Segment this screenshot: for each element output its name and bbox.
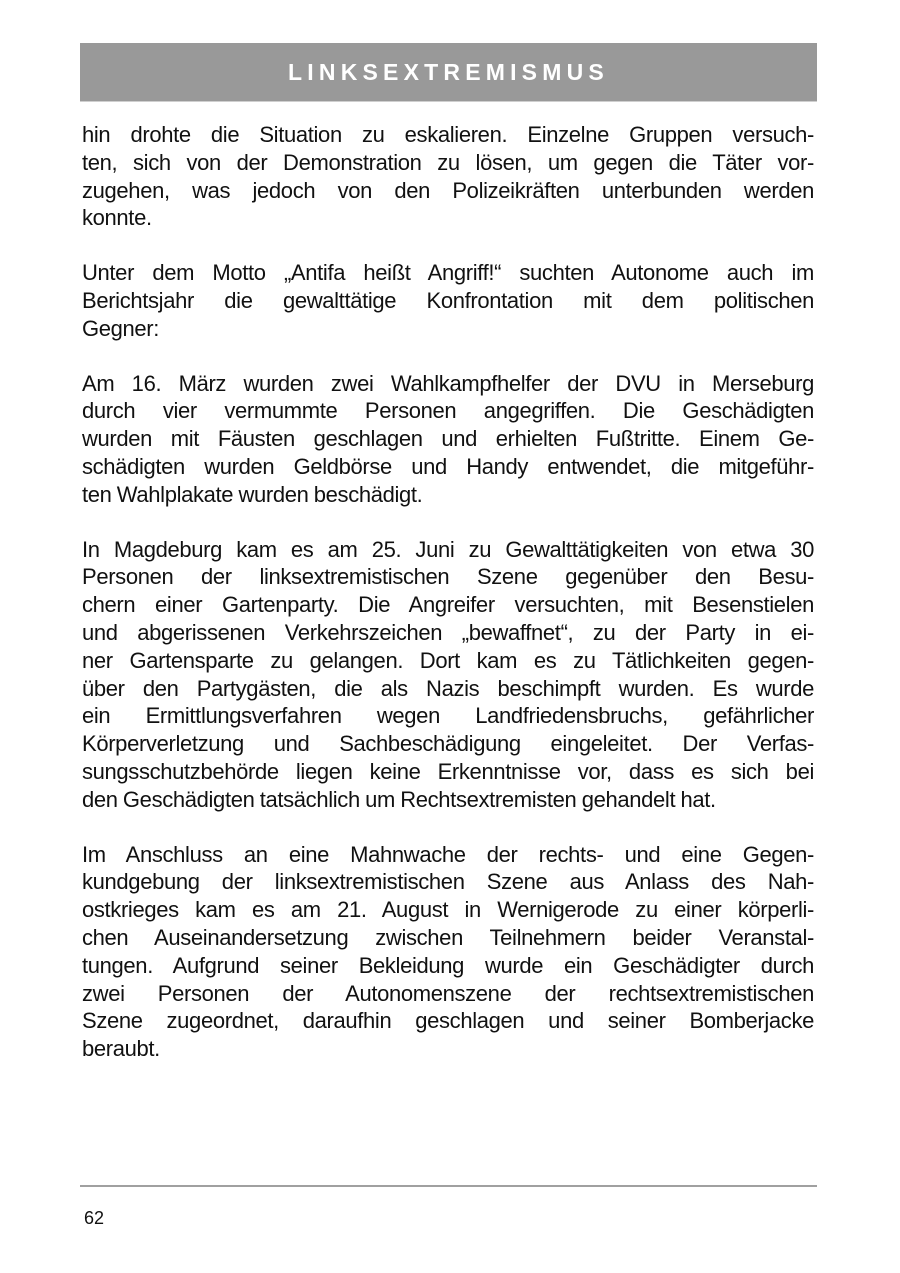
text-line: Am 16. März wurden zwei Wahlkampfhelfer der DVU in Merseburg (82, 370, 814, 396)
text-line: zugehen, was jedoch von den Polizeikräften unterbunden werden (82, 177, 814, 203)
text-line: und abgerissenen Verkehrszeichen „bewaffnet“, zu der Party in ei- (82, 619, 814, 645)
text-line: zwei Personen der Autonomenszene der rechtsextremistischen (82, 980, 814, 1006)
text-line: kundgebung der linksextremistischen Szene aus Anlass des Nah- (82, 869, 814, 895)
section-header-bar (80, 43, 817, 102)
text-line: tungen. Aufgrund seiner Bekleidung wurde ein Geschädigter durch (82, 952, 814, 978)
text-line: ein Ermittlungsverfahren wegen Landfriedensbruchs, gefährlicher (82, 703, 814, 729)
footer-divider (80, 1185, 817, 1187)
paragraph-3 (82, 370, 814, 509)
text-line: schädigten wurden Geldbörse und Handy entwendet, die mitgeführ- (82, 453, 814, 479)
text-line: wurden mit Fäusten geschlagen und erhielten Fußtritte. Einem Ge- (82, 426, 814, 452)
text-line: Gegner: (82, 315, 160, 341)
paragraph-4 (82, 536, 814, 814)
text-line: Berichtsjahr die gewalttätige Konfrontation mit dem politischen (82, 287, 814, 313)
text-line: hin drohte die Situation zu eskalieren. Einzelne Gruppen versuch- (82, 122, 814, 147)
text-line: über den Partygästen, die als Nazis beschimpft wurden. Es wurde (82, 675, 814, 701)
text-line: ostkrieges kam es am 21. August in Wernigerode zu einer körperli- (82, 897, 814, 923)
text-line: sungsschutzbehörde liegen keine Erkenntnisse vor, dass es sich bei (82, 758, 814, 784)
text-line: chern einer Gartenparty. Die Angreifer versuchten, mit Besenstielen (82, 592, 814, 618)
text-line: ten, sich von der Demonstration zu lösen, um gegen die Täter vor- (82, 149, 814, 175)
text-line: Unter dem Motto „Antifa heißt Angriff!“ suchten Autonome auch im (82, 260, 814, 286)
section-title: LINKSEXTREMISMUS (288, 59, 609, 85)
text-line: Im Anschluss an eine Mahnwache der rechts- und eine Gegen- (82, 841, 814, 867)
text-line: durch vier vermummte Personen angegriffen. Die Geschädigten (82, 398, 814, 424)
text-line: konnte. (82, 205, 152, 231)
page-number: 62 (84, 1208, 105, 1228)
text-line: Szene zugeordnet, daraufhin geschlagen und seiner Bomberjacke (82, 1008, 814, 1034)
body-text (82, 121, 814, 1090)
text-line: den Geschädigten tatsächlich um Rechtsextremisten gehandelt hat. (82, 786, 716, 812)
text-line: In Magdeburg kam es am 25. Juni zu Gewalttätigkeiten von etwa 30 (82, 536, 814, 562)
text-line: ner Gartensparte zu gelangen. Dort kam es zu Tätlichkeiten gegen- (82, 647, 814, 673)
text-line: Personen der linksextremistischen Szene gegenüber den Besu- (82, 564, 814, 590)
paragraph-5 (82, 841, 814, 1063)
text-line: chen Auseinandersetzung zwischen Teilnehmern beider Veranstal- (82, 924, 814, 950)
text-line: ten Wahlplakate wurden beschädigt. (82, 481, 423, 507)
text-line: Körperverletzung und Sachbeschädigung eingeleitet. Der Verfas- (82, 731, 814, 757)
paragraph-1 (82, 121, 814, 232)
paragraph-2 (82, 259, 814, 342)
text-line: beraubt. (82, 1036, 160, 1062)
